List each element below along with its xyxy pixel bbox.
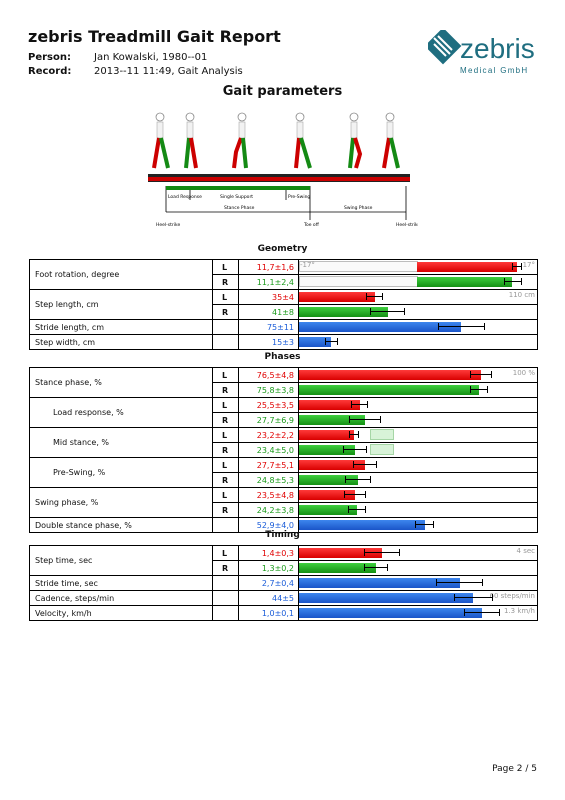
page-number: Page 2 / 5 — [492, 764, 537, 774]
phase-lines — [166, 186, 406, 220]
logo-subtitle: Medical GmbH — [460, 66, 529, 75]
bar-left — [417, 262, 517, 272]
value-right: 27,7±6,9 — [239, 413, 299, 428]
side-label: L — [213, 398, 239, 413]
table-row — [30, 576, 538, 591]
bar-cell — [299, 576, 538, 591]
value-left: 35±4 — [239, 290, 299, 305]
bar-cell — [299, 458, 538, 473]
param-label: Velocity, km/h — [30, 606, 213, 621]
bar-cell — [299, 413, 538, 428]
error-bar — [512, 266, 522, 267]
phases-table — [29, 367, 538, 533]
side-label: R — [213, 413, 239, 428]
bar-right — [299, 385, 479, 395]
value-right: 11,1±2,4 — [239, 275, 299, 290]
side-label: L — [213, 428, 239, 443]
param-label: Double stance phase, % — [30, 518, 213, 533]
error-bar — [353, 464, 377, 465]
bar-cell — [299, 488, 538, 503]
table-row — [30, 320, 538, 335]
error-bar — [351, 404, 368, 405]
table-row — [30, 591, 538, 606]
value-left: 25,5±3,5 — [239, 398, 299, 413]
section-title: Gait parameters — [222, 84, 343, 99]
value-left: 23,2±2,2 — [239, 428, 299, 443]
value-left: 1,4±0,3 — [239, 546, 299, 561]
axis-tick: 1.3 km/h — [503, 607, 535, 615]
error-bar — [366, 296, 383, 297]
value-left: 76,5±4,8 — [239, 368, 299, 383]
bar-cell — [299, 260, 538, 275]
bar-cell — [299, 305, 538, 320]
bar-left — [299, 490, 355, 500]
bar-cell — [299, 335, 538, 350]
figure-2 — [186, 113, 196, 168]
record-label: Record: — [28, 66, 72, 77]
figure-1 — [154, 113, 168, 168]
param-label: Load response, % — [30, 398, 213, 428]
error-bar — [364, 552, 400, 553]
norm-band — [370, 429, 394, 440]
param-label: Stride length, cm — [30, 320, 213, 335]
error-bar — [415, 524, 434, 525]
table-row — [30, 546, 538, 561]
label-stance-phase: Stance Phase — [224, 206, 255, 211]
bar-cell — [299, 473, 538, 488]
table-row — [30, 260, 538, 275]
table-row — [30, 290, 538, 305]
bar-both — [299, 337, 331, 347]
side-label: L — [213, 260, 239, 275]
label-load-response: Load Response — [168, 195, 202, 200]
zebris-logo-mark-icon — [428, 30, 540, 80]
error-bar — [504, 281, 522, 282]
timing-table — [29, 545, 538, 621]
figure-4 — [296, 113, 310, 168]
side-empty — [213, 591, 239, 606]
param-label: Step time, sec — [30, 546, 213, 576]
param-label: Foot rotation, degree — [30, 260, 213, 290]
logo-wordmark: zebris — [460, 33, 535, 64]
bar-left — [299, 460, 365, 470]
bar-cell — [299, 546, 538, 561]
value-both: 1,0±0,1 — [239, 606, 299, 621]
zebris-logo — [428, 30, 540, 80]
axis-tick: 110 cm — [508, 291, 535, 299]
phases-heading: Phases — [264, 352, 301, 362]
side-label: L — [213, 488, 239, 503]
norm-band — [299, 276, 418, 287]
table-row — [30, 335, 538, 350]
figure-5 — [350, 113, 360, 168]
param-label: Cadence, steps/min — [30, 591, 213, 606]
table-row — [30, 488, 538, 503]
error-bar — [436, 582, 484, 583]
label-swing-phase: Swing Phase — [344, 206, 373, 211]
label-heel-strike-2: Heel-strike — [396, 223, 418, 228]
bar-right — [299, 415, 365, 425]
param-label: Stride time, sec — [30, 576, 213, 591]
bar-both — [299, 593, 473, 603]
label-single-support: Single Support — [220, 195, 254, 200]
timing-heading: Timing — [265, 530, 300, 540]
side-label: L — [213, 290, 239, 305]
value-right: 24,8±5,3 — [239, 473, 299, 488]
axis-tick: 4 sec — [516, 547, 535, 555]
side-label: R — [213, 473, 239, 488]
side-label: L — [213, 458, 239, 473]
axis-tick: -17° — [300, 261, 315, 269]
geometry-heading: Geometry — [257, 244, 308, 254]
bar-right — [299, 475, 358, 485]
value-right: 41±8 — [239, 305, 299, 320]
side-label: L — [213, 368, 239, 383]
error-bar — [470, 374, 493, 375]
record-value: 2013--11 11:49, Gait Analysis — [94, 66, 243, 77]
value-both: 75±11 — [239, 320, 299, 335]
gait-cycle-diagram — [148, 108, 418, 236]
figure-3 — [234, 113, 246, 168]
error-bar — [464, 612, 501, 613]
table-row — [30, 368, 538, 383]
side-label: L — [213, 546, 239, 561]
side-label: R — [213, 503, 239, 518]
value-both: 2,7±0,4 — [239, 576, 299, 591]
figure-6 — [384, 113, 398, 168]
report-title: zebris Treadmill Gait Report — [28, 27, 281, 46]
bar-cell — [299, 290, 538, 305]
bar-cell — [299, 320, 538, 335]
error-bar — [344, 494, 367, 495]
value-right: 1,3±0,2 — [239, 561, 299, 576]
table-row — [30, 606, 538, 621]
param-label: Step width, cm — [30, 335, 213, 350]
side-label: R — [213, 305, 239, 320]
bar-left — [299, 370, 481, 380]
bar-cell — [299, 398, 538, 413]
error-bar — [470, 389, 488, 390]
param-label: Swing phase, % — [30, 488, 213, 518]
axis-tick: 17° — [522, 261, 535, 269]
norm-band — [370, 444, 394, 455]
value-left: 27,7±5,1 — [239, 458, 299, 473]
person-value: Jan Kowalski, 1980--01 — [94, 52, 208, 63]
param-label: Stance phase, % — [30, 368, 213, 398]
side-empty — [213, 606, 239, 621]
error-bar — [438, 326, 486, 327]
value-left: 23,5±4,8 — [239, 488, 299, 503]
bar-right — [299, 307, 388, 317]
geometry-table — [29, 259, 538, 350]
table-row — [30, 398, 538, 413]
bar-right — [417, 277, 513, 287]
table-row — [30, 428, 538, 443]
bar-left — [299, 292, 375, 302]
value-right: 24,2±3,8 — [239, 503, 299, 518]
bar-cell — [299, 383, 538, 398]
axis-tick: 100 % — [512, 369, 535, 377]
value-both: 44±5 — [239, 591, 299, 606]
error-bar — [325, 341, 338, 342]
bar-both — [299, 608, 482, 618]
axis-tick: 60 steps/min — [489, 592, 535, 600]
side-label: R — [213, 275, 239, 290]
label-pre-swing: Pre-Swing — [288, 195, 311, 200]
table-row — [30, 458, 538, 473]
value-both: 15±3 — [239, 335, 299, 350]
side-label: R — [213, 561, 239, 576]
error-bar — [349, 434, 359, 435]
param-label: Mid stance, % — [30, 428, 213, 458]
side-empty — [213, 335, 239, 350]
bar-cell — [299, 591, 538, 606]
bar-both — [299, 520, 425, 530]
value-left: 11,7±1,6 — [239, 260, 299, 275]
norm-band — [299, 261, 418, 272]
value-right: 75,8±3,8 — [239, 383, 299, 398]
bar-cell — [299, 606, 538, 621]
side-empty — [213, 576, 239, 591]
error-bar — [364, 567, 388, 568]
error-bar — [345, 479, 370, 480]
bar-cell — [299, 368, 538, 383]
param-label: Pre-Swing, % — [30, 458, 213, 488]
bar-left — [299, 430, 354, 440]
person-label: Person: — [28, 52, 71, 63]
label-heel-strike-1: Heel-strike — [156, 223, 181, 228]
value-both: 52,9±4,0 — [239, 518, 299, 533]
error-bar — [343, 449, 367, 450]
bar-left — [299, 548, 382, 558]
param-label: Step length, cm — [30, 290, 213, 320]
side-label: R — [213, 383, 239, 398]
value-right: 23,4±5,0 — [239, 443, 299, 458]
error-bar — [454, 597, 494, 598]
bar-cell — [299, 443, 538, 458]
side-empty — [213, 320, 239, 335]
bar-right — [299, 445, 355, 455]
side-label: R — [213, 443, 239, 458]
walking-figures — [154, 113, 398, 168]
error-bar — [370, 311, 405, 312]
error-bar — [348, 509, 366, 510]
error-bar — [349, 419, 382, 420]
label-toe-off: Toe off — [304, 223, 319, 228]
bar-cell — [299, 428, 538, 443]
ground-line — [148, 174, 410, 182]
bar-cell — [299, 561, 538, 576]
bar-cell — [299, 275, 538, 290]
bar-cell — [299, 503, 538, 518]
